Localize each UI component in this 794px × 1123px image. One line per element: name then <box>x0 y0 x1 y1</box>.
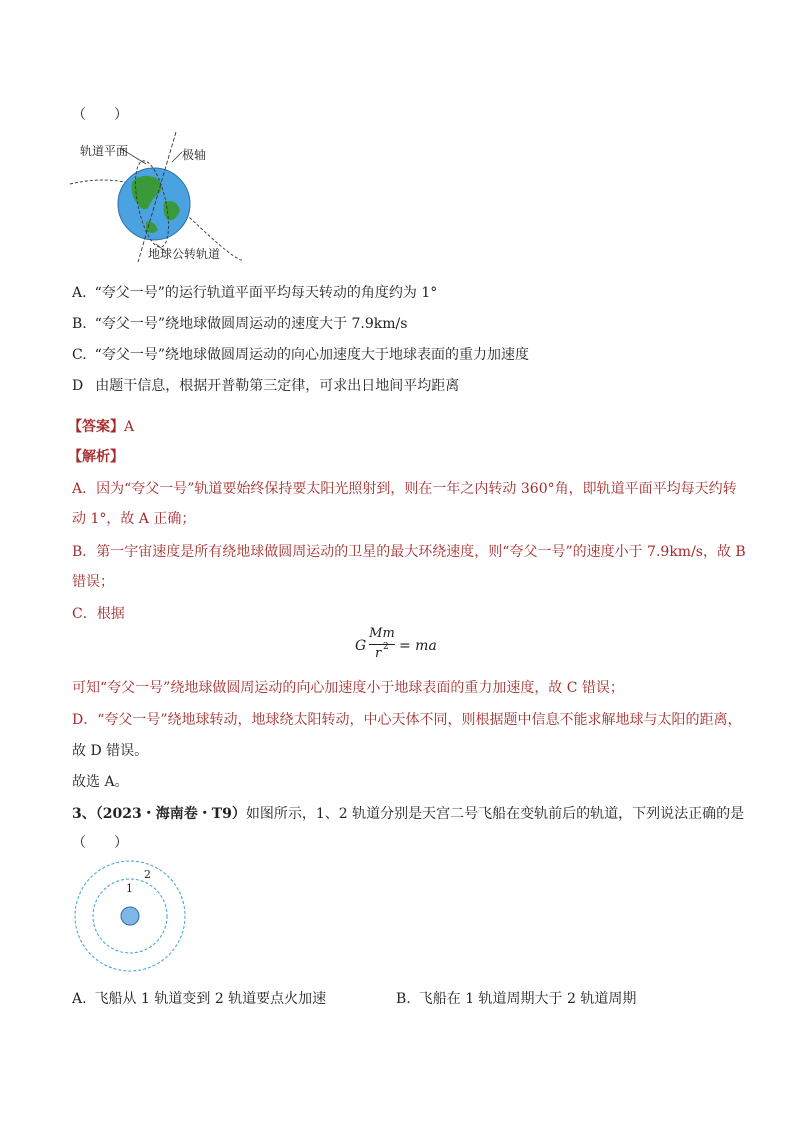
answer-value: A <box>124 419 135 435</box>
analysis-c-line1: C．根据 <box>72 606 125 622</box>
formula-exponent: 2 <box>383 642 389 652</box>
option-text: 飞船从 1 轨道变到 2 轨道要点火加速 <box>94 991 327 1007</box>
orbit-2-label: 2 <box>144 868 151 881</box>
analysis-c-line2: 可知“夸父一号”绕地球做圆周运动的向心加速度小于地球表面的重力加速度，故 C 错误； <box>72 680 624 696</box>
question-source: （2023・海南卷・T9） <box>95 806 246 822</box>
option-a <box>72 282 437 302</box>
option-text: “夸父一号”绕地球做圆周运动的速度大于 7.9km/s <box>94 316 408 332</box>
earth-orbit-figure <box>68 126 258 266</box>
option-letter: B. <box>72 316 87 332</box>
option-b <box>72 313 407 333</box>
analysis-b-line2: 错误； <box>72 574 114 590</box>
question-paren: （ ） <box>72 107 128 123</box>
label-orbit-plane: 轨道平面 <box>80 144 129 158</box>
answer-label: 【答案】 <box>68 419 124 435</box>
question-3-paren: （ ） <box>72 835 128 851</box>
analysis-a-line1: A．因为“夸父一号”轨道要始终保持要太阳光照射到，则在一年之内转动 360°角，即轨道平面平均每天约转 <box>72 481 737 497</box>
option-text: 飞船在 1 轨道周期大于 2 轨道周期 <box>418 991 637 1007</box>
orbit-1-label: 1 <box>126 882 133 895</box>
question-3-stem <box>72 803 744 823</box>
concentric-orbits-diagram <box>72 856 192 976</box>
formula-denominator: r <box>375 646 382 661</box>
label-polar-axis: 极轴 <box>182 148 207 162</box>
option-c <box>72 344 529 364</box>
analysis-d-line1: D．“夸父一号”绕地球转动，地球绕太阳转动，中心天体不同，则根据题中信息不能求解地球与太阳的距离， <box>72 712 742 728</box>
formula-rhs: = ma <box>399 638 437 654</box>
option-letter: A. <box>72 285 87 301</box>
formula-g: G <box>355 638 367 654</box>
q3-option-a <box>72 988 326 1008</box>
option-text: “夸父一号”绕地球做圆周运动的向心加速度大于地球表面的重力加速度 <box>94 347 529 363</box>
answer <box>68 416 134 436</box>
analysis-label: 【解析】 <box>68 449 124 465</box>
option-letter: D <box>72 378 84 394</box>
analysis-a-line2: 动 1°，故 A 正确； <box>72 511 196 527</box>
question-text: 如图所示，1、2 轨道分别是天宫二号飞船在变轨前后的轨道，下列说法正确的是 <box>245 806 745 822</box>
option-text: “夸父一号”的运行轨道平面平均每天转动的角度约为 1° <box>94 285 438 301</box>
label-earth-orbit: 地球公转轨道 <box>148 247 221 261</box>
question-number: 3、 <box>72 806 96 822</box>
analysis-conclusion: 故选 A。 <box>72 774 129 790</box>
q3-option-b <box>396 988 636 1008</box>
analysis-b-line1: B．第一宇宙速度是所有绕地球做圆周运动的卫星的最大环绕速度，则“夸父一号”的速度小于 7.9km/s，故 B <box>72 544 746 560</box>
option-letter: B. <box>396 991 411 1007</box>
leader-line <box>172 152 182 162</box>
planet <box>121 907 139 925</box>
formula-fraction-bar <box>369 644 395 645</box>
analysis-d-line2: 故 D 错误。 <box>72 743 149 759</box>
orbit-figure <box>72 856 192 976</box>
formula-numerator: Mm <box>369 626 395 641</box>
option-letter: A. <box>72 991 87 1007</box>
option-letter: C. <box>72 347 87 363</box>
option-d <box>72 375 459 395</box>
option-text: 由题干信息，根据开普勒第三定律，可求出日地间平均距离 <box>95 378 460 394</box>
